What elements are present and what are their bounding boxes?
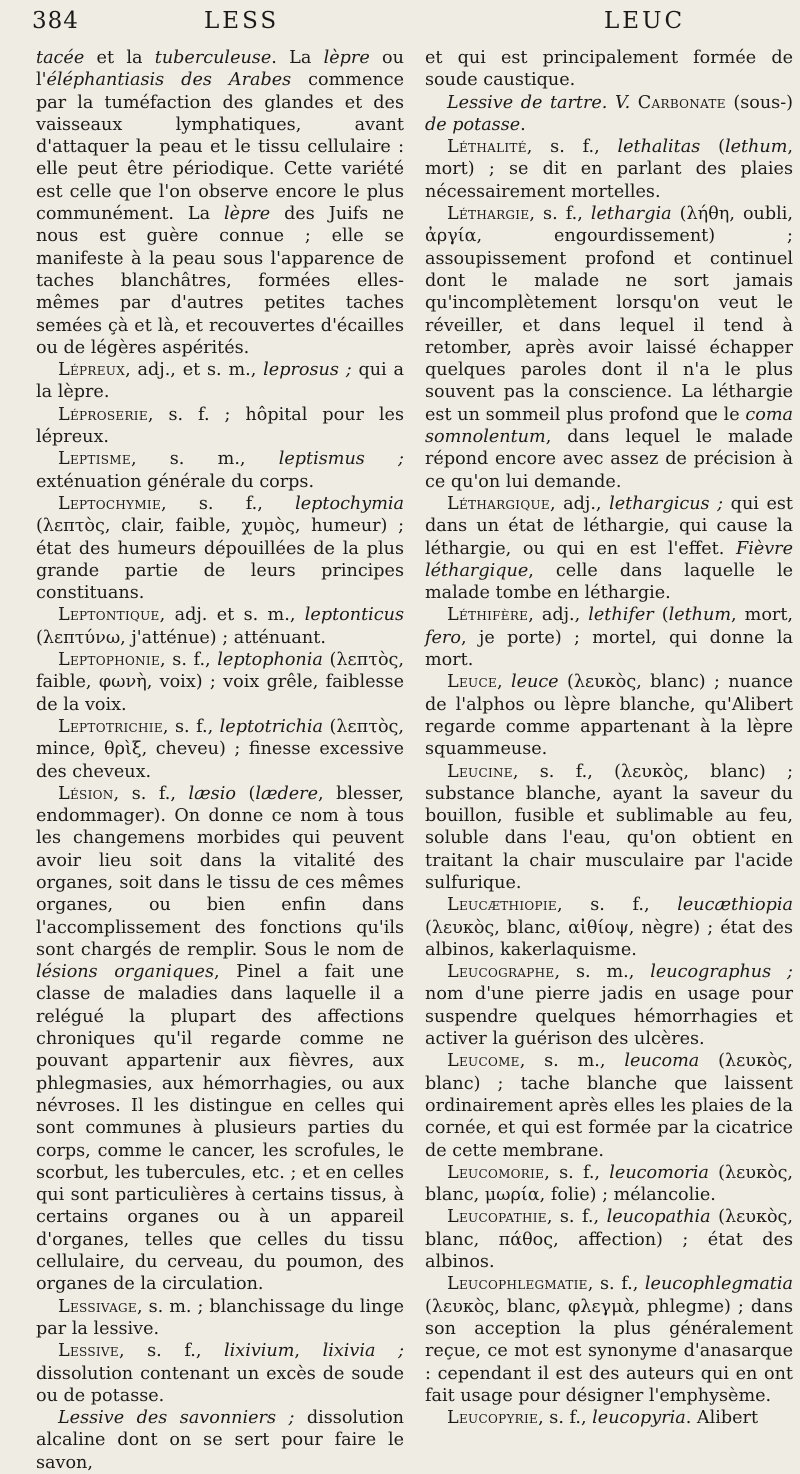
headword: Leptophonie [58,650,161,671]
italic-term: lèpre [323,48,370,68]
dictionary-entry [36,1407,404,1474]
italic-term: leucoma [624,1051,700,1072]
running-head [32,8,790,42]
italic-term: lixivia ; [322,1341,405,1362]
dictionary-entry [36,1340,404,1407]
entry-text: , s. f., [526,137,618,158]
italic-term: lèpre [224,204,271,225]
italic-term: leucopyria [592,1408,686,1429]
entry-text: commence par la tuméfaction des glandes et des vaisseaux lymphatiques, avant d'attaquer la peau et le tissu cellulaire : elle peut être périodique. Cette variété est celle que l'on observe encore le plus communément. La [36,70,404,225]
entry-text: , mort) ; se dit en parlant des plaies nécessairement mortelles. [425,137,793,202]
italic-term: leucographus ; [650,962,793,983]
italic-term: leptophonia [217,650,323,671]
dictionary-entry [36,448,404,493]
entry-text: , s. f. ; hôpital pour les lépreux. [36,404,404,448]
entry-text: nom d'une pierre jadis en usage pour suspendre quelques hémorrhagies et activer la guérison des ulcères. [425,984,793,1050]
italic-term: éléphantiasis des Arabes [46,70,292,91]
entry-text: (λεπτὸς, mince, θρὶξ, cheveu) ; finesse excessive des cheveux. [36,716,405,782]
entry-text: , Pinel a fait une classe de maladies dans laquelle il a relégué la plupart des affections chroniques qu'il regarde comme ne pouvant appartenir aux fièvres, aux phlegmasies, aux hémorrhagies, ou aux névroses. Il les distingue en celles qui sont communes à plusieurs parties du corps, comme le cancer, les scrofules, le scorbut, les tubercules, etc. ; et en celles qui sont particulières à certains tissus, à certains organes ou à un appareil d'organes, telles que celles du tissu cellulaire, du cerveau, du poumon, des organes de la circulation. [36,962,404,1295]
dictionary-entry [425,203,793,493]
dictionary-entry [425,1407,793,1429]
right-guide-word: LEUC [604,8,686,34]
left-column [36,47,404,1474]
headword: Lépreux [58,360,126,381]
italic-term: de potasse [425,114,521,135]
headword: Leptochymie [58,493,162,514]
entry-text: , s. f., [113,783,189,804]
dictionary-entry [36,649,404,716]
entry-text: dissolution alcaline dont on se sert pour faire le savon, [36,1408,404,1473]
headword: Lessivage [58,1296,137,1317]
headword: Leuce [447,672,497,693]
entry-text: et la [84,48,155,68]
entry-text: ( [235,783,256,804]
italic-term: Lessive de tartre. V. [447,92,631,113]
dictionary-entry [36,1296,404,1341]
entry-text: , adj., [528,605,589,626]
headword: Leucophlegmatie [447,1274,588,1295]
entry-text: , dans lequel le malade répond encore avec assez de précision à ce qu'on lui demande. [425,427,793,492]
italic-term: leucæthiopia [677,895,793,916]
entry-text: , s. m., [130,449,279,470]
italic-term: lethifer [588,605,654,626]
entry-text: ( [700,137,725,158]
entry-text: qui est dans un état de léthargie, qui cause la léthargie, ou qui en est l'effet. [425,493,794,559]
headword: Leptisme [58,449,131,470]
entry-text: dissolution contenant un excès de soude ou de potasse. [36,1363,404,1406]
entry-text: (λήθη, oubli, ἀργία, engourdissement) ; assoupissement profond et continuel dont le malade ne sort jamais qu'incomplètement lorsqu'on veut le réveiller, et dans lequel il tend à retomber, après avoir laissé échapper quelques paroles dont il n'a le plus souvent pas la conscience. La léthargie est un sommeil plus profond que le [425,204,794,425]
italic-term: leptonticus [304,605,404,626]
headword: Leucine [447,761,513,782]
entry-text: , s. f., [529,204,591,225]
italic-term: leptotrichia [219,716,324,737]
headword: Leucopyrie [447,1408,539,1429]
dictionary-entry [425,671,793,760]
entry-text: des Juifs ne nous est guère connue ; elle se manifeste à la peau sous l'apparence de taches blanchâtres, formées elles-mêmes par d'autres petites taches semées çà et là, et recouvertes d'écailles ou de légères aspérités. [36,204,404,358]
italic-term: lixivium [224,1341,295,1362]
entry-text: , celle dans laquelle le malade tombe en léthargie. [425,560,793,604]
dictionary-entry [36,493,404,604]
italic-term: lethargicus ; [609,493,724,514]
entry-text: , blesser, endommager). On donne ce nom à tous les changemens morbides qui peuvent avoir lieu soit dans la vitalité des organes, soit dans le tissu de ces mêmes organes, ou bien enfin dans l'accomplissement des fonctions qu'ils sont chargés de remplir. Sous le nom de [36,783,405,960]
dictionary-entry [425,1050,793,1161]
entry-text: , s. f., [587,1274,645,1295]
italic-term: leucomoria [609,1162,709,1183]
dictionary-entry [425,604,793,671]
italic-term: Fièvre léthargique [425,538,793,581]
entry-text: (λευκὸς, blanc, αἰθίοψ, nègre) ; état des albinos, kakerlaquisme. [425,917,793,960]
entry-text: , s. f., [556,895,678,916]
entry-text: , [497,672,511,693]
entry-text: et qui est principalement formée de soude caustique. [425,48,793,91]
dictionary-entry [36,359,404,404]
italic-term: leuce [510,672,559,693]
entry-text: , s. f., (λευκὸς, blanc) ; substance blanche, ayant la saveur du bouillon, fusible et sublimable au feu, soluble dans l'eau, qu'on obtient en traitant la chair musculaire par l'acide sulfurique. [425,761,793,893]
entry-text: , adj., [549,493,610,514]
dictionary-entry [425,761,793,895]
italic-term: leprosus ; [263,360,352,381]
entry-text: (λεπτὸς, faible, φωνὴ, voix) ; voix grêle, faiblesse de la voix. [36,650,405,715]
dictionary-entry [425,92,793,137]
entry-text: (λευκὸς, blanc, μωρία, folie) ; mélancolie. [425,1162,794,1206]
entry-text: . [520,114,526,135]
entry-text: , mort, [731,605,793,626]
left-guide-word: LESS [204,8,280,34]
entry-text: (λευκὸς, blanc, φλεγμὰ, phlegme) ; dans son acception la plus généralement reçue, ce mot est synonyme d'anasarque : cependant il est des auteurs qui en ont fait usage pour désigner l'emphysème. [425,1296,793,1406]
headword: Lésion [58,783,114,804]
entry-text: , s. f., [161,493,296,514]
entry-text: qui a la lèpre. [36,360,404,403]
italic-term: fero [425,627,461,648]
headword: Léthifère [447,605,529,626]
entry-text: (sous-) [725,92,794,113]
headword: Léthargie [447,204,530,225]
entry-text: , s. f., [544,1162,610,1183]
dictionary-entry [36,783,404,1296]
page-number: 384 [32,8,79,34]
italic-term: tuberculeuse [154,48,272,68]
italic-term: Lessive des savonniers ; [58,1408,295,1429]
headword: Leucopathie [447,1207,547,1228]
dictionary-entry [425,493,793,604]
headword: Leucographe [447,962,555,983]
italic-term: lethargia [590,204,672,225]
headword: Leucome [447,1051,520,1072]
italic-term: lethum [724,137,788,158]
dictionary-entry [36,404,404,449]
headword: Lessive [58,1341,119,1362]
entry-text: , s. m., [554,962,651,983]
dictionary-entry [425,961,793,1050]
entry-text: ou l' [36,48,404,91]
italic-term: lethum [668,605,732,626]
italic-term: coma somnolentum [425,404,793,448]
entry-text: , adj. et s. m., [159,605,305,626]
entry-text: , s. f., [160,650,218,671]
dictionary-entry [425,1206,793,1273]
headword: Léthargique [447,493,550,514]
entry-text: , s. m., [519,1051,625,1072]
headword: Leptontique [58,605,160,626]
entry-text: , [294,1341,323,1362]
dictionary-entry [425,1162,793,1207]
entry-text [630,93,638,113]
italic-term: lædere [255,783,319,804]
italic-term: leptismus ; [278,449,404,470]
italic-term: lethalitas [617,137,701,158]
entry-text: , s. f., [546,1207,607,1228]
entry-text: ( [653,605,669,626]
entry-text: (λευκὸς, blanc) ; tache blanche que laissent ordinairement après elles les plaies de la cornée, et qui est formée par la cicatrice de cette membrane. [425,1051,793,1161]
dictionary-entry [425,1273,793,1407]
entry-text: , s. f., [538,1408,593,1429]
headword: Leptotrichie [58,716,163,737]
entry-text: , adj., et s. m., [125,360,264,381]
continued-entry [425,47,793,92]
italic-term: lésions organiques [36,962,214,983]
right-column [425,47,793,1429]
headword: Leucæthiopie [447,895,557,916]
italic-term: læsio [188,783,236,804]
entry-text: . La [271,48,324,68]
dictionary-entry [36,604,404,649]
entry-text: (λευκὸς, blanc) ; nuance de l'alphos ou lèpre blanche, qu'Alibert regarde comme appartenant à la lèpre squammeuse. [425,672,793,760]
entry-text: exténuation générale du corps. [36,471,315,492]
entry-text: (λεπτὸς, clair, faible, χυμὸς, humeur) ; état des humeurs dépouillées de la plus grande partie de leurs principes constituans. [36,516,404,604]
dictionary-entry [425,136,793,203]
italic-term: tacée [36,48,85,68]
headword: Léproserie [58,404,148,425]
dictionary-entry [36,716,404,783]
entry-text: (λεπτύνω, j'atténue) ; atténuant. [36,627,326,648]
headword: Carbonate [637,92,726,113]
italic-term: leptochymia [295,493,404,514]
entry-text: (λευκὸς, blanc, πάθος, affection) ; état des albinos. [425,1207,793,1273]
italic-term: leucophlegmatia [644,1274,793,1295]
entry-text: , je porte) ; mortel, qui donne la mort. [425,627,793,671]
entry-text: , s. f., [118,1341,225,1362]
headword: Leucomorie [447,1162,545,1183]
entry-text: . Alibert [685,1408,759,1429]
entry-text: , s. m. ; blanchissage du linge par la lessive. [36,1296,404,1339]
dictionary-entry [425,894,793,961]
headword: Léthalité [447,137,527,158]
continued-entry [36,47,404,359]
italic-term: leucopathia [606,1207,711,1228]
entry-text: , s. f., [162,716,220,737]
